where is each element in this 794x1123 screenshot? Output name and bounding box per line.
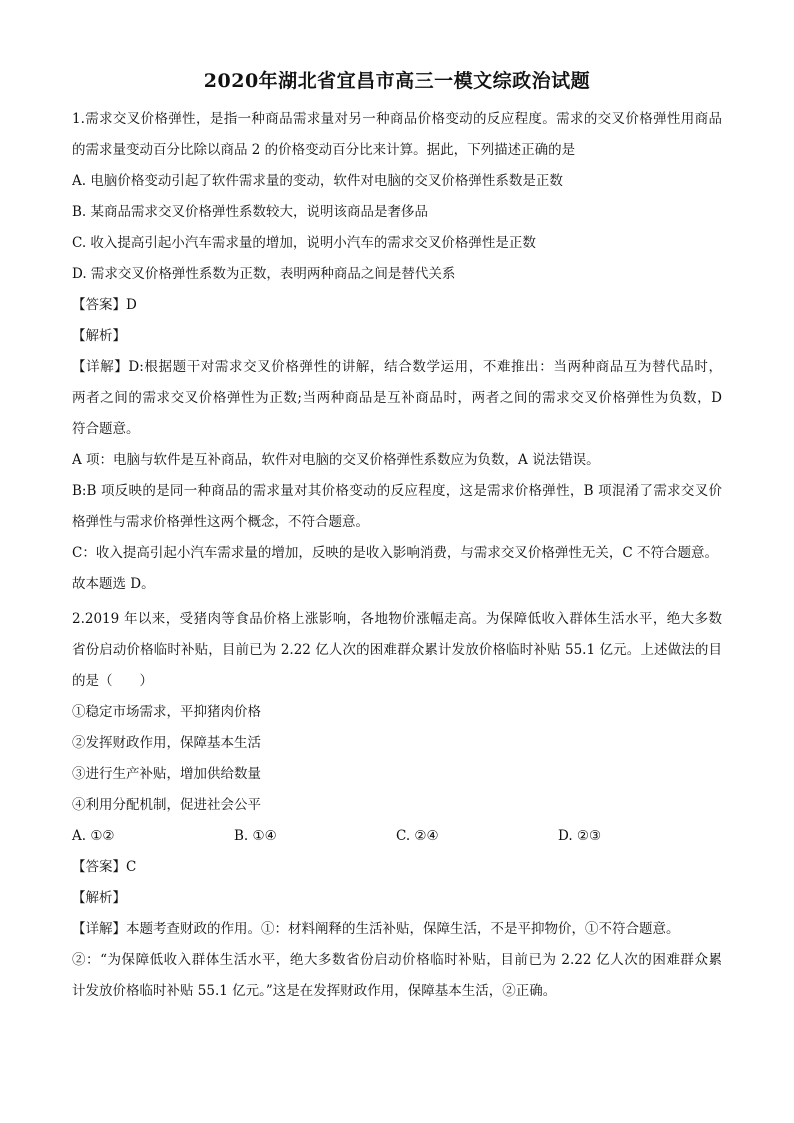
q1-detail-line-3: 符合题意。	[72, 421, 140, 437]
q1-stem-line-1: 1.需求交叉价格弹性，是指一种商品需求量对另一种商品价格变动的反应程度。需求的交叉价格弹性用商品	[72, 111, 722, 127]
q2-detail-line-2: ②：“为保障低收入群体生活水平，绝大多数省份启动价格临时补贴，目前已为 2.22 亿人次的困难群众累	[72, 952, 722, 968]
q1-detail-line-2: 两者之间的需求交叉价格弹性为正数;当两种商品是互补商品时，两者之间的需求交叉价格弹性为负数，D	[72, 390, 722, 406]
q2-item-4: ④利用分配机制，促进社会公平	[72, 797, 261, 813]
q1-option-d: D. 需求交叉价格弹性系数为正数，表明两种商品之间是替代关系	[72, 266, 456, 282]
q1-analysis-heading: 【解析】	[72, 328, 126, 344]
q1-option-a: A. 电脑价格变动引起了软件需求量的变动，软件对电脑的交叉价格弹性系数是正数	[72, 173, 563, 189]
q2-choice-c: C. ②④	[396, 828, 439, 844]
q1-option-b: B. 某商品需求交叉价格弹性系数较大，说明该商品是奢侈品	[72, 204, 429, 220]
q2-detail-line-1: 【详解】本题考查财政的作用。①：材料阐释的生活补贴，保障生活，不是平抑物价，①不符合题意。	[72, 921, 680, 937]
document-body	[72, 104, 722, 1007]
q1-answer: 【答案】D	[72, 297, 137, 313]
q1-detail-line-5: B:B 项反映的是同一种商品的需求量对其价格变动的反应程度，这是需求价格弹性，B 项混淆了需求交叉价	[72, 483, 722, 499]
q2-item-3: ③进行生产补贴，增加供给数量	[72, 766, 261, 782]
q1-detail-line-1: 【详解】D:根据题干对需求交叉价格弹性的讲解，结合数学运用，不难推出：当两种商品互为替代品时，	[72, 359, 722, 375]
q2-choice-b: B. ①④	[234, 828, 277, 844]
q2-choice-d: D. ②③	[558, 828, 602, 844]
q1-detail-line-8: 故本题选 D。	[72, 576, 155, 592]
q1-detail-line-4: A 项：电脑与软件是互补商品，软件对电脑的交叉价格弹性系数应为负数，A 说法错误。	[72, 452, 600, 468]
q2-answer: 【答案】C	[72, 859, 137, 875]
q1-stem-line-2: 的需求量变动百分比除以商品 2 的价格变动百分比来计算。据此，下列描述正确的是	[72, 142, 576, 158]
q2-item-2: ②发挥财政作用，保障基本生活	[72, 735, 261, 751]
q1-detail-line-7: C：收入提高引起小汽车需求量的增加，反映的是收入影响消费，与需求交叉价格弹性无关，C 不符合题意。	[72, 545, 718, 561]
q1-detail-line-6: 格弹性与需求价格弹性这两个概念，不符合题意。	[72, 514, 369, 530]
q2-choice-a: A. ①②	[72, 828, 115, 844]
q2-item-1: ①稳定市场需求，平抑猪肉价格	[72, 704, 261, 720]
document-title: 2020年湖北省宜昌市高三一模文综政治试题	[203, 70, 591, 92]
q1-option-c: C. 收入提高引起小汽车需求量的增加，说明小汽车的需求交叉价格弹性是正数	[72, 235, 536, 251]
q2-analysis-heading: 【解析】	[72, 890, 126, 906]
q2-stem-line-2: 省份启动价格临时补贴，目前已为 2.22 亿人次的困难群众累计发放价格临时补贴 55.1 亿元。上述做法的目	[72, 642, 722, 658]
q2-stem-line-1: 2.2019 年以来，受猪肉等食品价格上涨影响，各地物价涨幅走高。为保障低收入群体生活水平，绝大多数	[72, 611, 722, 627]
q2-detail-line-3: 计发放价格临时补贴 55.1 亿元。”这是在发挥财政作用，保障基本生活，②正确。	[72, 983, 557, 999]
q2-stem-line-3: 的是（ ）	[72, 673, 153, 689]
q2-choices	[72, 821, 722, 852]
